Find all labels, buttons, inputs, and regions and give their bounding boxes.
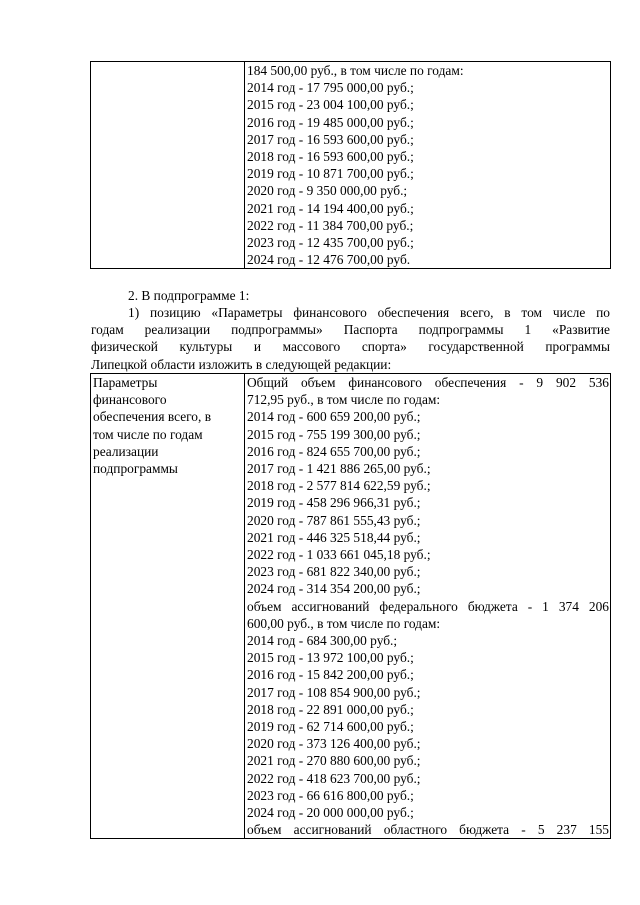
label-line: Параметры	[93, 375, 158, 390]
section-paragraph	[91, 304, 610, 373]
amount-line: 712,95 руб., в том числе по годам:	[247, 392, 441, 408]
amount-line: 2016 год - 19 485 000,00 руб.;	[247, 114, 414, 130]
amount-line: 2016 год - 824 655 700,00 руб.;	[247, 443, 421, 459]
label-line: финансового	[93, 392, 167, 408]
label-line: обеспечения всего, в	[93, 409, 212, 425]
amount-line: 2017 год - 108 854 900,00 руб.;	[247, 684, 421, 700]
table-row	[91, 374, 611, 839]
amount-line: 2023 год - 12 435 700,00 руб.;	[247, 235, 414, 251]
paragraph-line: Липецкой области изложить в следующей редакции:	[91, 356, 392, 372]
amount-line: 2018 год - 2 577 814 622,59 руб.;	[247, 478, 431, 494]
amount-line: 2024 год - 12 476 700,00 руб.	[247, 252, 411, 268]
amount-line: 2014 год - 684 300,00 руб.;	[247, 633, 398, 649]
amount-line: 2018 год - 16 593 600,00 руб.;	[247, 149, 414, 165]
amount-line: Общий объем финансового обеспечения - 9 902 536	[247, 375, 609, 390]
amount-line: 2022 год - 418 623 700,00 руб.;	[247, 770, 421, 786]
label-line: подпрограммы	[93, 461, 178, 477]
amount-line: 2019 год - 62 714 600,00 руб.;	[247, 719, 414, 735]
amount-line: 2017 год - 1 421 886 265,00 руб.;	[247, 461, 431, 477]
amount-line: 2021 год - 14 194 400,00 руб.;	[247, 200, 414, 216]
table-row	[91, 62, 611, 269]
amount-line: 2024 год - 314 354 200,00 руб.;	[247, 581, 421, 597]
amount-line: 2014 год - 600 659 200,00 руб.;	[247, 409, 421, 425]
table-cell-label-empty	[91, 62, 245, 269]
paragraph-line: 1) позицию «Параметры финансового обеспечения всего, в том числе по	[128, 305, 610, 320]
amount-line: 2022 год - 11 384 700,00 руб.;	[247, 217, 414, 233]
amount-line: 2016 год - 15 842 200,00 руб.;	[247, 667, 414, 683]
amount-line: 2020 год - 787 861 555,43 руб.;	[247, 512, 421, 528]
paragraph-line: годам реализации подпрограммы» Паспорта подпрограммы 1 «Развитие	[91, 322, 610, 338]
amount-line: 2015 год - 755 199 300,00 руб.;	[247, 426, 421, 442]
amount-line: 184 500,00 руб., в том числе по годам:	[247, 63, 464, 78]
amount-line: 2017 год - 16 593 600,00 руб.;	[247, 131, 414, 147]
financing-parameters-table	[90, 373, 611, 839]
amount-line: 2021 год - 270 880 600,00 руб.;	[247, 753, 421, 769]
amount-line: 2015 год - 23 004 100,00 руб.;	[247, 97, 414, 113]
amount-line: 2023 год - 681 822 340,00 руб.;	[247, 564, 421, 580]
amount-line: 2018 год - 22 891 000,00 руб.;	[247, 701, 414, 717]
label-line: реализации	[93, 443, 159, 459]
amount-line: объем ассигнований федерального бюджета - 1 374 206	[247, 598, 609, 614]
section-heading: 2. В подпрограмме 1:	[128, 288, 250, 303]
amount-line: 600,00 руб., в том числе по годам:	[247, 615, 441, 631]
amount-line: объем ассигнований областного бюджета - 5 237 155	[247, 822, 609, 838]
amount-line: 2019 год - 10 871 700,00 руб.;	[247, 166, 414, 182]
amount-line: 2023 год - 66 616 800,00 руб.;	[247, 787, 414, 803]
amount-line: 2020 год - 373 126 400,00 руб.;	[247, 736, 421, 752]
amount-line: 2019 год - 458 296 966,31 руб.;	[247, 495, 421, 511]
paragraph-line: физической культуры и массового спорта» государственной программы	[91, 339, 610, 355]
amount-line: 2015 год - 13 972 100,00 руб.;	[247, 650, 414, 666]
financing-table-continued	[90, 61, 611, 269]
table-cell-parameter-name	[91, 374, 245, 839]
amount-line: 2024 год - 20 000 000,00 руб.;	[247, 805, 414, 821]
amount-line: 2022 год - 1 033 661 045,18 руб.;	[247, 547, 431, 563]
amount-line: 2020 год - 9 350 000,00 руб.;	[247, 183, 408, 199]
table-cell-amounts	[245, 62, 611, 269]
amount-line: 2014 год - 17 795 000,00 руб.;	[247, 80, 414, 96]
amount-line: 2021 год - 446 325 518,44 руб.;	[247, 529, 421, 545]
label-line: том числе по годам	[93, 426, 203, 442]
table-cell-amounts	[245, 374, 611, 839]
